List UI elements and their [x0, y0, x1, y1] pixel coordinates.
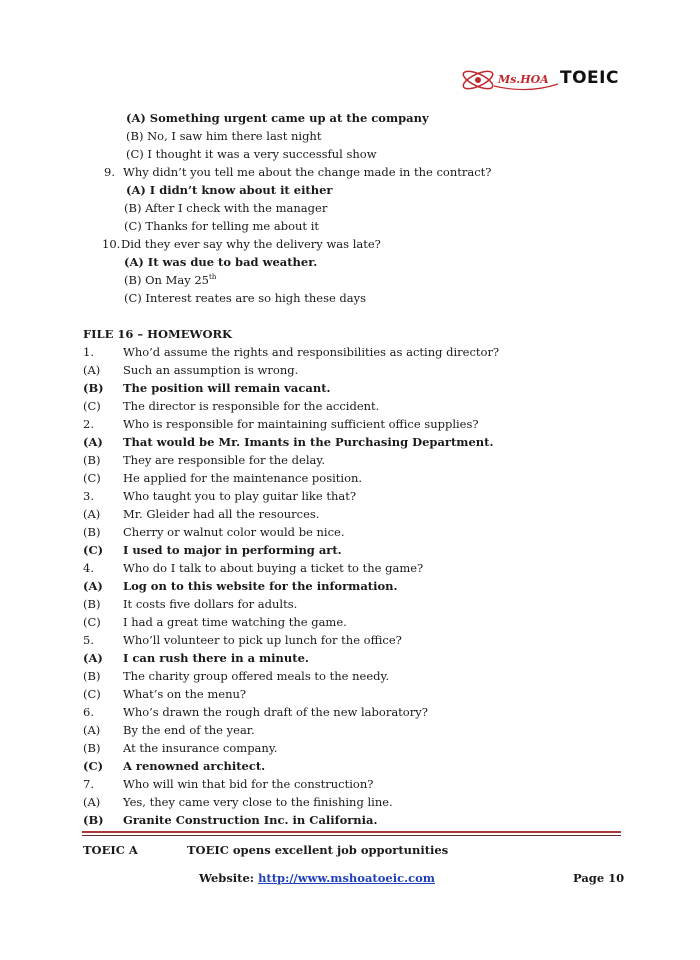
homework-row-label: (A): [83, 795, 101, 809]
homework-row-text: Who will win that bid for the construction?: [123, 777, 374, 791]
q8-option-a: (A) Something urgent came up at the company: [126, 111, 429, 125]
footer-page-number: Page 10: [573, 871, 625, 885]
homework-row-text: Mr. Gleider had all the resources.: [123, 507, 320, 521]
homework-row-label: (B): [83, 741, 101, 755]
homework-row-text: Who’ll volunteer to pick up lunch for the office?: [123, 633, 402, 647]
homework-row-text: Who’s drawn the rough draft of the new laboratory?: [123, 705, 428, 719]
q10-number: 10.: [102, 237, 121, 251]
logo: [458, 64, 620, 96]
homework-row-label: (A): [83, 507, 101, 521]
q9-option-c: (C) Thanks for telling me about it: [124, 219, 320, 233]
homework-row-text: I used to major in performing art.: [123, 543, 342, 557]
homework-row-text: Yes, they came very close to the finishing line.: [123, 795, 393, 809]
homework-row-text: Log on to this website for the information.: [123, 579, 398, 593]
homework-row-label: (B): [83, 597, 101, 611]
homework-row-text: Cherry or walnut color would be nice.: [123, 525, 345, 539]
q9-question: Why didn’t you tell me about the change made in the contract?: [123, 165, 492, 179]
homework-row-text: Who is responsible for maintaining sufficient office supplies?: [123, 417, 479, 431]
homework-row-label: (B): [83, 525, 101, 539]
homework-row-text: At the insurance company.: [123, 741, 278, 755]
homework-row-label: (A): [83, 579, 103, 593]
footer-website-link[interactable]: http://www.mshoatoeic.com: [258, 871, 435, 885]
q10-option-b-text: (B) On May 25: [124, 273, 209, 287]
homework-row-text: What’s on the menu?: [123, 687, 247, 701]
homework-row-label: (A): [83, 363, 101, 377]
homework-row-text: I can rush there in a minute.: [123, 651, 309, 665]
homework-row-label: 5.: [83, 633, 94, 647]
homework-row-text: Who do I talk to about buying a ticket to the game?: [123, 561, 424, 575]
homework-row-label: (B): [83, 669, 101, 683]
homework-row-label: (C): [83, 615, 101, 629]
homework-row-label: (A): [83, 723, 101, 737]
homework-row-text: That would be Mr. Imants in the Purchasing Department.: [123, 435, 494, 449]
homework-row-label: (B): [83, 813, 104, 827]
q10-option-b-sup: th: [209, 273, 217, 281]
homework-row-label: (B): [83, 381, 104, 395]
homework-row-text: The director is responsible for the accident.: [123, 399, 380, 413]
homework-row-text: I had a great time watching the game.: [123, 615, 347, 629]
homework-row-label: (C): [83, 471, 101, 485]
q8-option-b: (B) No, I saw him there last night: [126, 129, 322, 143]
homework-row-label: 7.: [83, 777, 94, 791]
homework-row-label: (B): [83, 453, 101, 467]
homework-row-label: 2.: [83, 417, 94, 431]
homework-row-label: 4.: [83, 561, 94, 575]
homework-row-text: Who’d assume the rights and responsibilities as acting director?: [123, 345, 500, 359]
homework-row-text: The position will remain vacant.: [123, 381, 331, 395]
footer-website: [199, 870, 435, 886]
logo-ms-text: Ms.HOA: [498, 73, 549, 86]
homework-row-label: (A): [83, 651, 103, 665]
q9-number: 9.: [104, 165, 115, 179]
homework-row-text: Who taught you to play guitar like that?: [123, 489, 356, 503]
q10-option-c: (C) Interest reates are so high these days: [124, 291, 367, 305]
homework-row-label: 3.: [83, 489, 94, 503]
footer-divider-thin: [82, 835, 621, 836]
footer-website-label: Website:: [199, 871, 259, 885]
footer-slogan: TOEIC opens excellent job opportunities: [187, 843, 449, 857]
homework-row-text: The charity group offered meals to the needy.: [123, 669, 390, 683]
q9-option-a: (A) I didn’t know about it either: [126, 183, 333, 197]
footer-left-label: TOEIC A: [83, 843, 138, 857]
q10-question: Did they ever say why the delivery was late?: [121, 237, 381, 251]
logo-toeic-text: TOEIC: [560, 68, 619, 88]
homework-row-label: (C): [83, 543, 104, 557]
homework-row-text: He applied for the maintenance position.: [123, 471, 363, 485]
homework-title: FILE 16 – HOMEWORK: [83, 327, 233, 341]
homework-row-label: 6.: [83, 705, 94, 719]
homework-row-text: Such an assumption is wrong.: [123, 363, 299, 377]
homework-row-text: They are responsible for the delay.: [123, 453, 325, 467]
homework-row-text: A renowned architect.: [123, 759, 266, 773]
q10-option-b: [124, 271, 216, 289]
homework-row-text: It costs five dollars for adults.: [123, 597, 298, 611]
homework-row-text: Granite Construction Inc. in California.: [123, 813, 378, 827]
homework-row-label: (C): [83, 759, 104, 773]
homework-row-label: 1.: [83, 345, 94, 359]
q8-option-c: (C) I thought it was a very successful show: [126, 147, 377, 161]
q10-option-a: (A) It was due to bad weather.: [124, 255, 318, 269]
q9-option-b: (B) After I check with the manager: [124, 201, 328, 215]
footer-divider-thick: [82, 831, 621, 833]
homework-row-label: (A): [83, 435, 103, 449]
homework-row-label: (C): [83, 399, 101, 413]
homework-row-label: (C): [83, 687, 101, 701]
homework-row-text: By the end of the year.: [123, 723, 255, 737]
